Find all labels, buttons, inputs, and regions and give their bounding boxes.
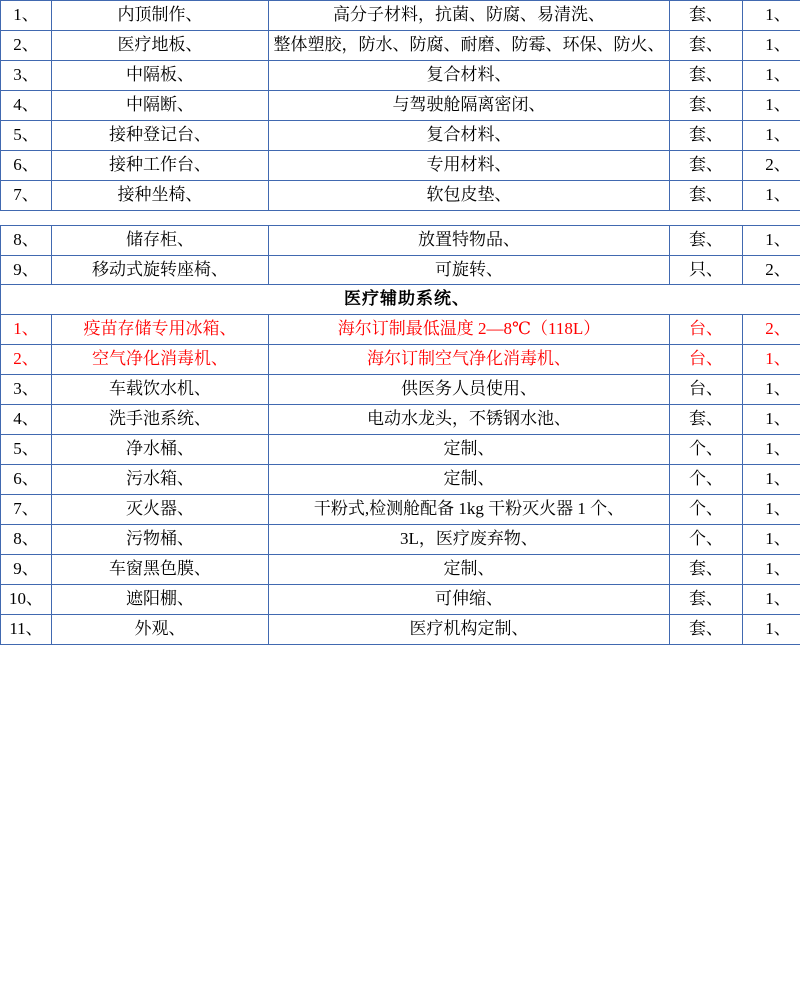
row-desc: 可旋转、 [269, 255, 670, 285]
row-qty: 1、 [743, 120, 800, 150]
table-row [1, 495, 800, 525]
table-row [1, 315, 800, 345]
row-unit: 只、 [670, 255, 743, 285]
row-name: 污物桶、 [52, 524, 269, 554]
row-unit: 套、 [670, 554, 743, 584]
table-row [1, 30, 800, 60]
row-desc: 定制、 [269, 435, 670, 465]
row-no: 1、 [1, 1, 52, 31]
row-desc: 可伸缩、 [269, 584, 670, 614]
row-qty: 1、 [743, 1, 800, 31]
row-no: 10、 [1, 584, 52, 614]
row-name: 疫苗存储专用冰箱、 [52, 315, 269, 345]
row-name: 洗手池系统、 [52, 405, 269, 435]
table-row [1, 225, 800, 255]
row-unit: 套、 [670, 225, 743, 255]
row-name: 外观、 [52, 614, 269, 644]
row-name: 遮阳棚、 [52, 584, 269, 614]
row-desc: 与驾驶舱隔离密闭、 [269, 90, 670, 120]
row-name: 中隔板、 [52, 60, 269, 90]
row-name: 车载饮水机、 [52, 375, 269, 405]
row-desc: 专用材料、 [269, 150, 670, 180]
row-desc: 定制、 [269, 554, 670, 584]
row-no: 3、 [1, 60, 52, 90]
row-qty: 2、 [743, 315, 800, 345]
row-no: 6、 [1, 150, 52, 180]
row-no: 5、 [1, 435, 52, 465]
row-name: 接种登记台、 [52, 120, 269, 150]
row-desc: 复合材料、 [269, 60, 670, 90]
section-title: 医疗辅助系统、 [1, 285, 800, 315]
row-qty: 1、 [743, 614, 800, 644]
row-desc: 软包皮垫、 [269, 180, 670, 210]
row-no: 4、 [1, 90, 52, 120]
row-unit: 套、 [670, 1, 743, 31]
row-unit: 个、 [670, 524, 743, 554]
row-unit: 套、 [670, 614, 743, 644]
row-qty: 1、 [743, 60, 800, 90]
row-no: 1、 [1, 315, 52, 345]
spec-table-top [0, 0, 800, 211]
row-name: 接种坐椅、 [52, 180, 269, 210]
section-header-row [1, 285, 800, 315]
row-no: 7、 [1, 180, 52, 210]
row-no: 9、 [1, 255, 52, 285]
row-qty: 1、 [743, 554, 800, 584]
row-name: 医疗地板、 [52, 30, 269, 60]
row-qty: 1、 [743, 435, 800, 465]
page-break-gap [11, 211, 789, 225]
row-name: 内顶制作、 [52, 1, 269, 31]
row-desc: 高分子材料，抗菌、防腐、易清洗、 [269, 1, 670, 31]
row-desc: 海尔订制最低温度 2—8℃（118L） [269, 315, 670, 345]
row-desc: 3L，医疗废弃物、 [269, 524, 670, 554]
row-no: 9、 [1, 554, 52, 584]
row-unit: 个、 [670, 495, 743, 525]
row-no: 11、 [1, 614, 52, 644]
row-no: 2、 [1, 30, 52, 60]
row-qty: 1、 [743, 30, 800, 60]
row-desc: 电动水龙头，不锈钢水池、 [269, 405, 670, 435]
row-unit: 台、 [670, 375, 743, 405]
spec-table-bottom [0, 225, 800, 645]
row-desc: 整体塑胶，防水、防腐、耐磨、防霉、环保、防火、 [269, 30, 670, 60]
row-name: 接种工作台、 [52, 150, 269, 180]
table-row [1, 255, 800, 285]
row-desc: 医疗机构定制、 [269, 614, 670, 644]
row-unit: 套、 [670, 180, 743, 210]
row-qty: 1、 [743, 180, 800, 210]
row-desc: 干粉式,检测舱配备 1kg 干粉灭火器 1 个、 [269, 495, 670, 525]
table-row [1, 614, 800, 644]
table-row [1, 60, 800, 90]
table-row [1, 375, 800, 405]
row-qty: 1、 [743, 584, 800, 614]
row-unit: 套、 [670, 30, 743, 60]
row-desc: 供医务人员使用、 [269, 375, 670, 405]
table-row [1, 554, 800, 584]
spec-table-top-body [1, 1, 800, 211]
row-unit: 台、 [670, 315, 743, 345]
row-unit: 套、 [670, 90, 743, 120]
row-desc: 海尔订制空气净化消毒机、 [269, 345, 670, 375]
table-row [1, 584, 800, 614]
row-desc: 复合材料、 [269, 120, 670, 150]
table-row [1, 90, 800, 120]
row-name: 空气净化消毒机、 [52, 345, 269, 375]
table-row [1, 120, 800, 150]
row-qty: 1、 [743, 375, 800, 405]
row-qty: 1、 [743, 524, 800, 554]
row-no: 3、 [1, 375, 52, 405]
row-desc: 定制、 [269, 465, 670, 495]
row-qty: 1、 [743, 465, 800, 495]
row-name: 移动式旋转座椅、 [52, 255, 269, 285]
row-desc: 放置特物品、 [269, 225, 670, 255]
table-row [1, 180, 800, 210]
table-row [1, 345, 800, 375]
row-qty: 1、 [743, 90, 800, 120]
row-qty: 1、 [743, 495, 800, 525]
row-qty: 1、 [743, 345, 800, 375]
row-qty: 1、 [743, 225, 800, 255]
table-row [1, 405, 800, 435]
row-no: 8、 [1, 524, 52, 554]
row-unit: 套、 [670, 120, 743, 150]
row-name: 中隔断、 [52, 90, 269, 120]
row-name: 净水桶、 [52, 435, 269, 465]
row-no: 8、 [1, 225, 52, 255]
row-unit: 台、 [670, 345, 743, 375]
row-name: 污水箱、 [52, 465, 269, 495]
row-qty: 2、 [743, 150, 800, 180]
row-name: 灭火器、 [52, 495, 269, 525]
table-row [1, 524, 800, 554]
row-unit: 套、 [670, 150, 743, 180]
row-no: 7、 [1, 495, 52, 525]
row-qty: 2、 [743, 255, 800, 285]
row-no: 4、 [1, 405, 52, 435]
row-unit: 个、 [670, 435, 743, 465]
spec-table-bottom-body [1, 225, 800, 644]
row-name: 车窗黑色膜、 [52, 554, 269, 584]
row-no: 5、 [1, 120, 52, 150]
row-no: 2、 [1, 345, 52, 375]
table-row [1, 1, 800, 31]
row-unit: 套、 [670, 60, 743, 90]
row-unit: 套、 [670, 584, 743, 614]
table-row [1, 435, 800, 465]
row-no: 6、 [1, 465, 52, 495]
row-name: 储存柜、 [52, 225, 269, 255]
table-row [1, 150, 800, 180]
row-qty: 1、 [743, 405, 800, 435]
table-row [1, 465, 800, 495]
row-unit: 套、 [670, 405, 743, 435]
row-unit: 个、 [670, 465, 743, 495]
